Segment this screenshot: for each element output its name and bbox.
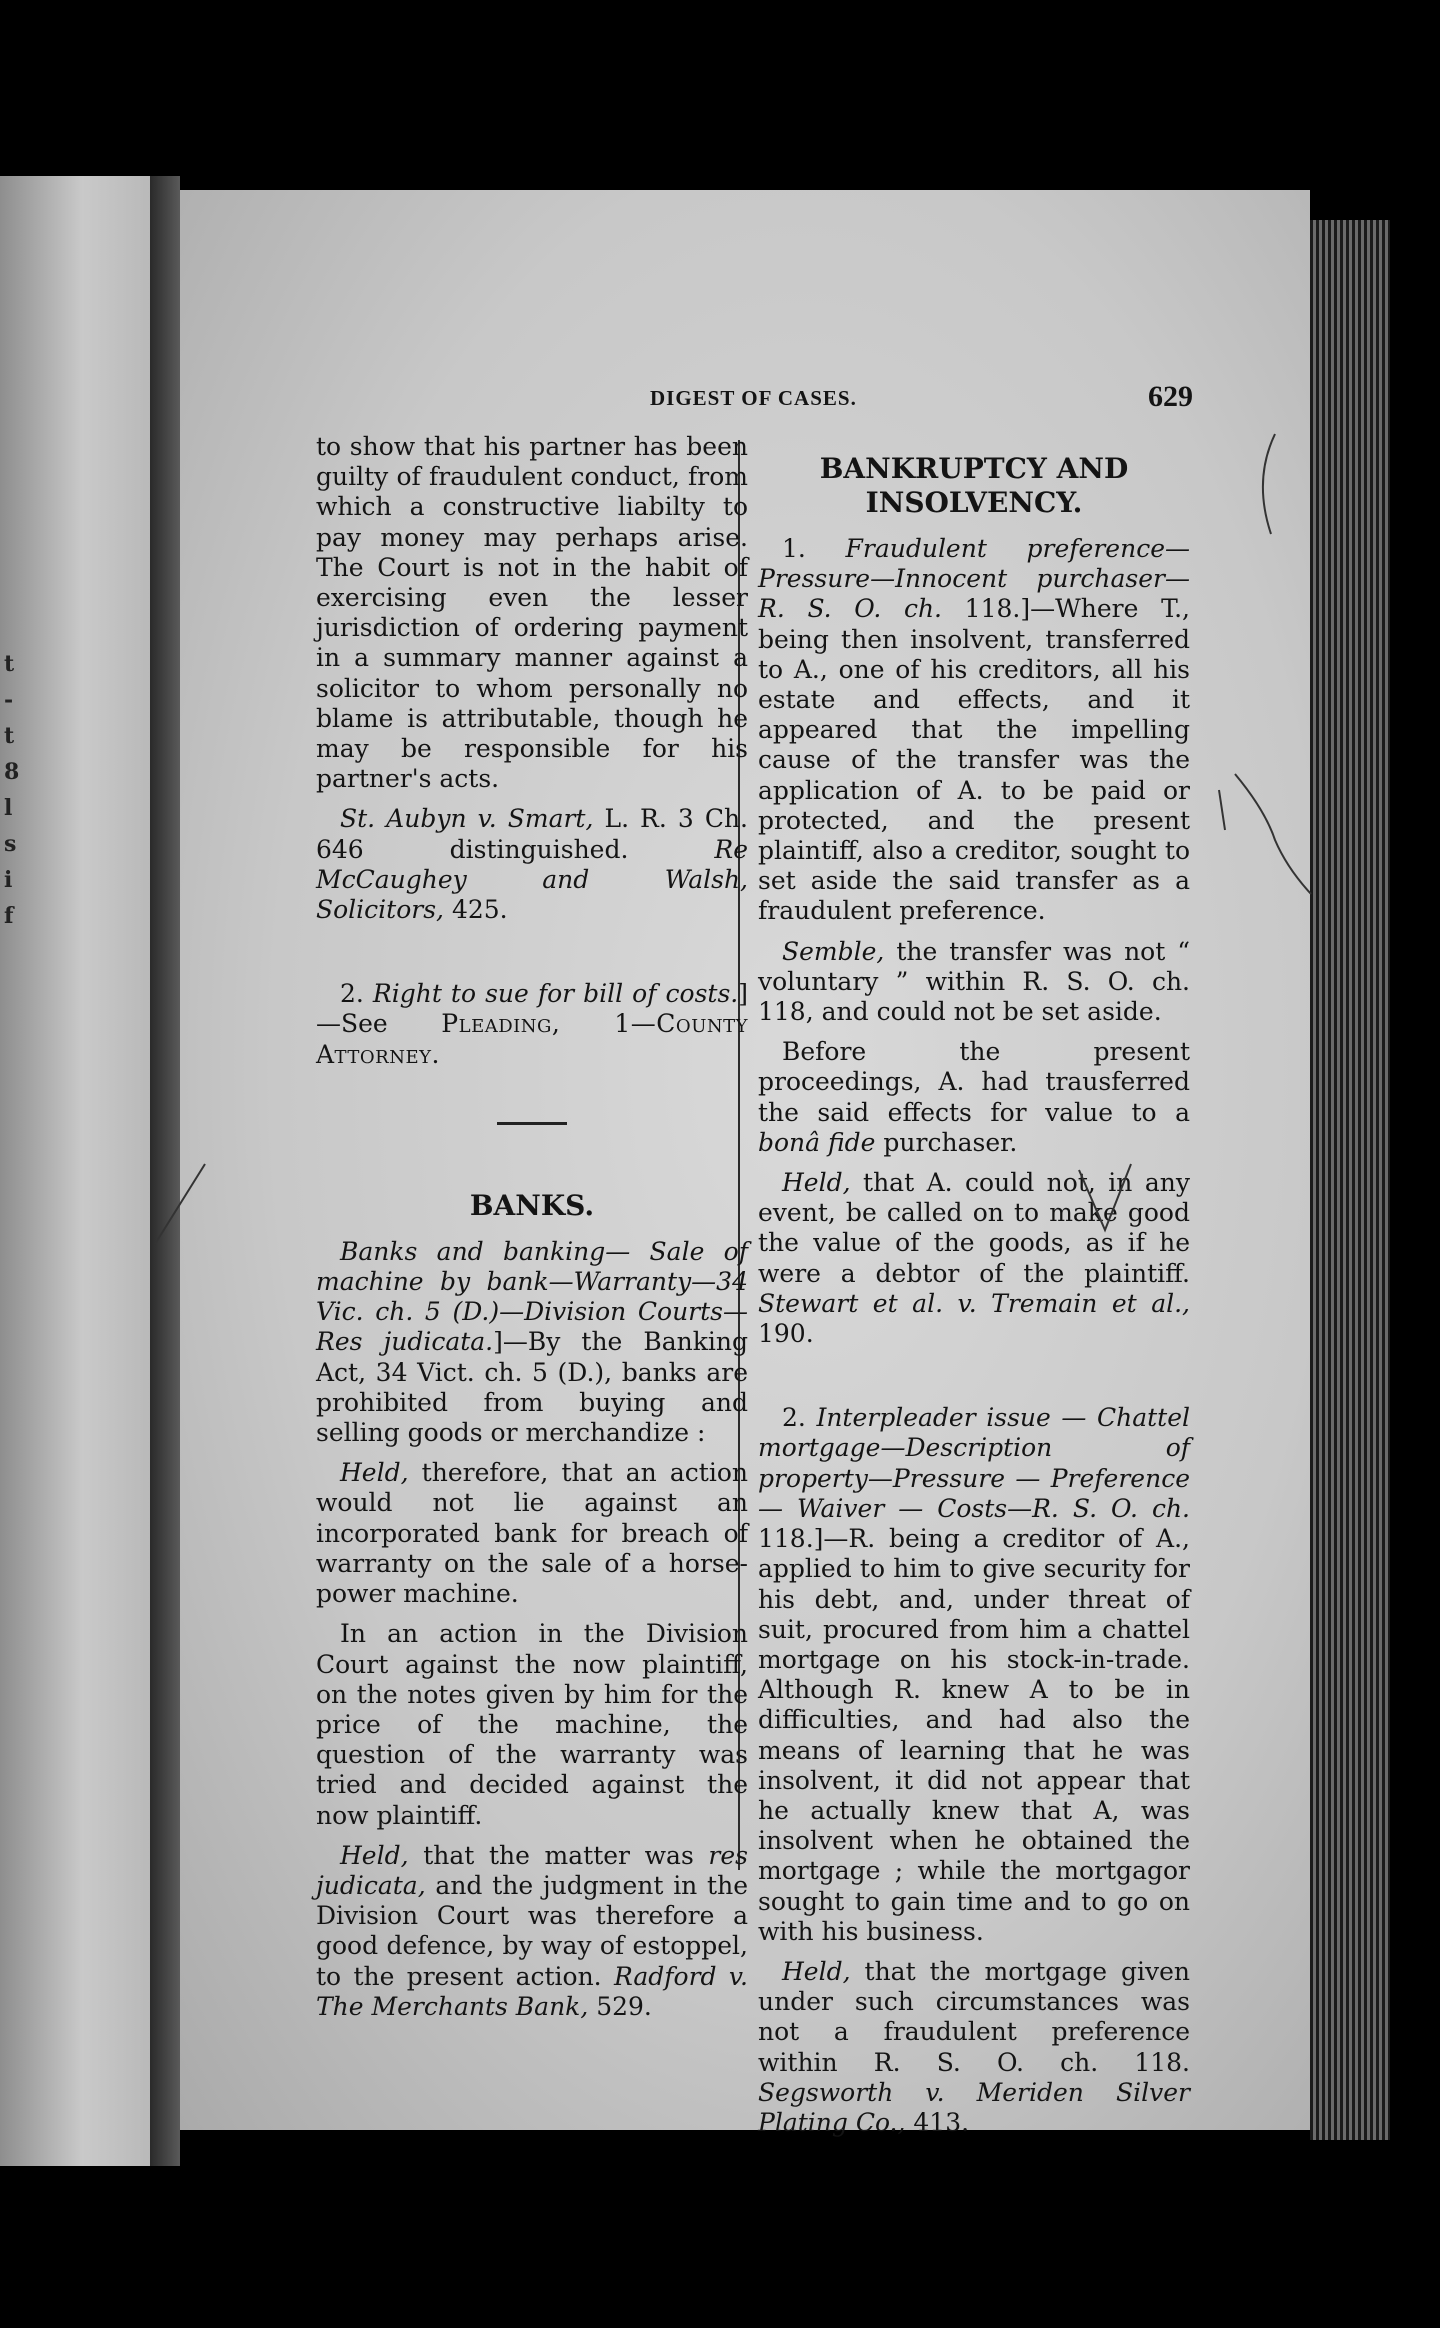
- held-paragraph: Held, that the matter was res judicata, and the judgment in the Division Court was therefore a good defence, by way of estoppel, to the present action. Radford v. The Merchants Bank, 529.: [316, 1840, 748, 2021]
- right-column: [758, 452, 1190, 2148]
- entry-interpleader: 2. Interpleader issue — Chattel mortgage—Description of property—Pressure — Preference — Waiver — Costs—R. S. O. ch. 118.]—R. being a creditor of A., applied to him to give security for his debt, and, under threat of suit, procured from him a chattel mortgage on his stock-in-trade. Although R. knew A to be in difficulties, and had also the means of learning that he was insolvent, it did not appear that he actually knew that A, was insolvent when he obtained the mortgage ; while the mortgagor sought to gain time and to go on with his business.: [758, 1403, 1190, 1946]
- pencil-tick-stewart: [1075, 1160, 1135, 1240]
- held-paragraph: Held, that the mortgage given under such circumstances was not a fraudulent preference within R. S. O. ch. 118. Segsworth v. Meriden Silver Plating Co., 413.: [758, 1956, 1190, 2137]
- division-court-paragraph: In an action in the Division Court against the now plaintiff, on the notes given by him for the price of the machine, the question of the warranty was tried and decided against the now plaintiff.: [316, 1619, 748, 1830]
- continuation-paragraph: to show that his partner has been guilty of fraudulent conduct, from which a constructive liabilty to pay money may perhaps arise. The Court is not in the habit of exercising even the lesser jurisdiction of ordering payment in a summary manner against a solicitor to whom personally no blame is attributable, though he may be responsible for his partner's acts.: [316, 432, 748, 794]
- banks-heading: BANKS.: [469, 1188, 595, 1222]
- semble-paragraph: Semble, the transfer was not “ voluntary ” within R. S. O. ch. 118, and could not be set aside.: [758, 936, 1190, 1027]
- citation-paragraph: St. Aubyn v. Smart, L. R. 3 Ch. 646 distinguished. Re McCaughey and Walsh, Solicitors, 425.: [316, 804, 748, 925]
- entry-fraudulent-preference: 1. Fraudulent preference—Pressure—Innocent purchaser—R. S. O. ch. 118.]—Where T., being then insolvent, transferred to A., one of his creditors, all his estate and effects, and it appeared that the impelling cause of the transfer was the application of A. to be paid or protected, and the present plaintiff, also a creditor, sought to set aside the said transfer as a fraudulent preference.: [758, 534, 1190, 926]
- spacer: [316, 935, 748, 979]
- pencil-mark-right: [1215, 770, 1315, 900]
- running-head: DIGEST OF CASES.: [650, 386, 857, 410]
- facing-page-edge: [0, 176, 150, 2166]
- entry-banks: Banks and banking— Sale of machine by bank—Warranty—34 Vic. ch. 5 (D.)—Division Courts—Res judicata.]—By the Banking Act, 34 Vict. ch. 5 (D.), banks are prohibited from buying and selling goods or merchandize :: [316, 1236, 748, 1448]
- entry-right-to-sue: 2. Right to sue for bill of costs.]—See Pleading, 1—County Attorney.: [316, 979, 748, 1069]
- bankruptcy-heading: BANKRUPTCY AND INSOLVENCY.: [819, 452, 1129, 519]
- before-proceedings-paragraph: Before the present proceedings, A. had trausferred the said effects for value to a bonâ fide purchaser.: [758, 1037, 1190, 1157]
- page-number: 629: [1148, 380, 1193, 413]
- pencil-bracket-top: [1245, 430, 1285, 540]
- left-column: [316, 432, 748, 2032]
- held-paragraph: Held, therefore, that an action would not lie against an incorporated bank for breach of warranty on the sale of a horse-power machine.: [316, 1458, 748, 1609]
- facing-page-margin-text: t - t 8 l s i f: [4, 651, 20, 929]
- spacer: [758, 1359, 1190, 1403]
- held-paragraph: Held, that A. could not, in any event, be called on to make good the value of the goods, as if he were a debtor of the plaintiff. Stewart et al. v. Tremain et al., 190.: [758, 1168, 1190, 1349]
- section-rule: [497, 1122, 567, 1125]
- page-stack-edge: [1310, 220, 1390, 2140]
- pencil-mark-left: [150, 1160, 210, 1250]
